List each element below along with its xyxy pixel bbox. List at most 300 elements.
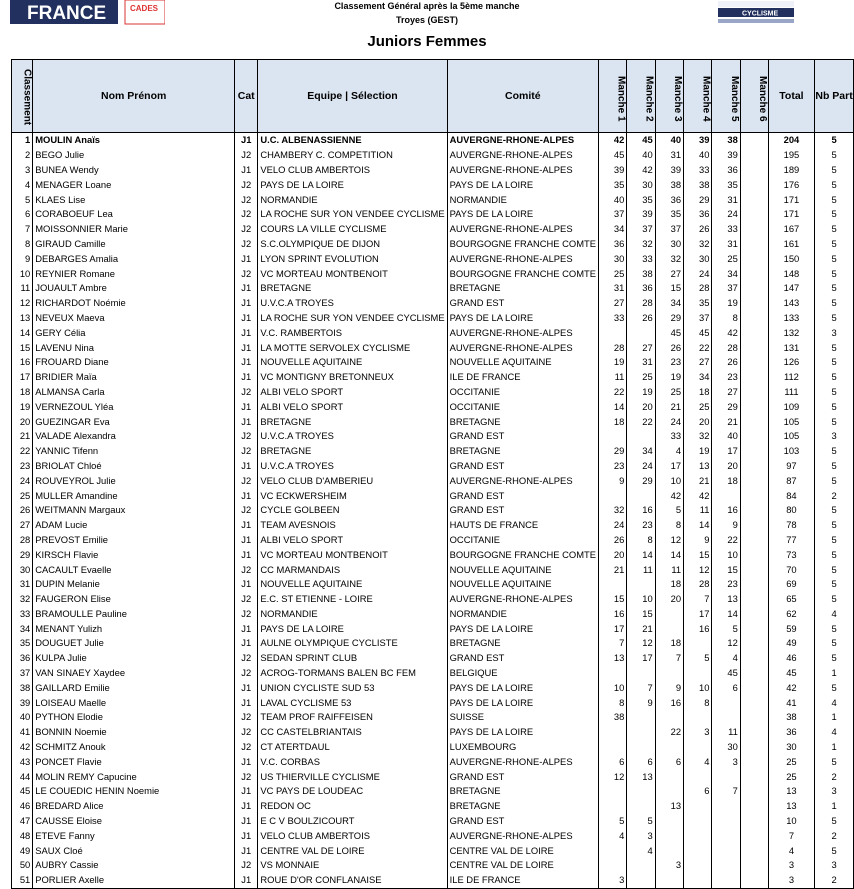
cat-cell: J1	[235, 754, 258, 769]
name-cell: PONCET Flavie	[33, 754, 235, 769]
cat-cell: J1	[235, 799, 258, 814]
comite-cell: BRETAGNE	[447, 799, 598, 814]
manche-1-cell: 20	[599, 547, 627, 562]
table-row	[12, 237, 854, 252]
manche-1-cell	[599, 488, 627, 503]
team-cell: ACROG-TORMANS BALEN BC FEM	[258, 666, 447, 681]
cat-cell: J1	[235, 680, 258, 695]
comite-cell: AUVERGNE-RHONE-ALPES	[447, 148, 598, 163]
rank-cell: 48	[12, 828, 33, 843]
manche-3-cell: 30	[655, 237, 683, 252]
team-cell: VELO CLUB AMBERTOIS	[258, 828, 447, 843]
cat-cell: J1	[235, 547, 258, 562]
rank-cell: 40	[12, 710, 33, 725]
manche-5-cell: 35	[712, 177, 740, 192]
table-row	[12, 473, 854, 488]
manche-2-cell: 39	[627, 207, 655, 222]
nb-part-cell: 1	[815, 740, 854, 755]
rank-cell: 36	[12, 651, 33, 666]
manche-6-cell	[740, 192, 768, 207]
manche-1-cell: 12	[599, 769, 627, 784]
team-cell: E.C. ST ETIENNE - LOIRE	[258, 592, 447, 607]
manche-3-cell: 33	[655, 429, 683, 444]
nb-part-cell: 5	[815, 592, 854, 607]
manche-1-cell: 19	[599, 355, 627, 370]
cat-cell: J2	[235, 651, 258, 666]
manche-3-cell: 36	[655, 192, 683, 207]
manche-6-cell	[740, 444, 768, 459]
rank-cell: 7	[12, 222, 33, 237]
manche-5-cell: 26	[712, 355, 740, 370]
manche-2-cell: 15	[627, 607, 655, 622]
manche-4-cell	[684, 843, 712, 858]
manche-4-cell: 15	[684, 547, 712, 562]
manche-2-cell: 30	[627, 177, 655, 192]
manche-1-cell: 42	[599, 133, 627, 148]
nb-part-cell: 5	[815, 518, 854, 533]
manche-5-cell: 8	[712, 311, 740, 326]
name-cell: BRIOLAT Chloé	[33, 459, 235, 474]
manche-5-cell: 18	[712, 473, 740, 488]
name-cell: YANNIC Tifenn	[33, 444, 235, 459]
table-row	[12, 503, 854, 518]
location-subheading: Troyes (GEST)	[395, 15, 458, 25]
comite-cell: BRETAGNE	[447, 281, 598, 296]
comite-cell: ILE DE FRANCE	[447, 370, 598, 385]
manche-3-cell: 23	[655, 355, 683, 370]
manche-2-cell: 37	[627, 222, 655, 237]
manche-3-cell: 9	[655, 680, 683, 695]
manche-2-cell: 25	[627, 370, 655, 385]
table-row	[12, 695, 854, 710]
manche-2-cell	[627, 710, 655, 725]
team-cell: U.V.C.A TROYES	[258, 296, 447, 311]
cat-cell: J1	[235, 399, 258, 414]
rank-cell: 29	[12, 547, 33, 562]
manche-2-cell: 21	[627, 621, 655, 636]
name-cell: AUBRY Cassie	[33, 858, 235, 873]
manche-3-cell: 19	[655, 370, 683, 385]
comite-cell: LUXEMBOURG	[447, 740, 598, 755]
manche-1-cell: 45	[599, 148, 627, 163]
table-row	[12, 311, 854, 326]
manche-6-cell	[740, 281, 768, 296]
team-cell: NORMANDIE	[258, 192, 447, 207]
nb-part-cell: 2	[815, 769, 854, 784]
col-header-nb-part: Nb Part	[815, 60, 854, 133]
name-cell: MOLIN REMY Capucine	[33, 769, 235, 784]
table-row	[12, 769, 854, 784]
rank-cell: 47	[12, 814, 33, 829]
manche-5-cell: 11	[712, 725, 740, 740]
name-cell: MULLER Amandine	[33, 488, 235, 503]
cat-cell: J1	[235, 533, 258, 548]
comite-cell: PAYS DE LA LOIRE	[447, 725, 598, 740]
total-cell: 133	[768, 311, 814, 326]
manche-1-cell: 31	[599, 281, 627, 296]
nb-part-cell: 5	[815, 843, 854, 858]
comite-cell: BOURGOGNE FRANCHE COMTE	[447, 547, 598, 562]
comite-cell: NOUVELLE AQUITAINE	[447, 562, 598, 577]
name-cell: CORABOEUF Lea	[33, 207, 235, 222]
cat-cell: J1	[235, 251, 258, 266]
manche-5-cell: 3	[712, 754, 740, 769]
manche-4-cell: 37	[684, 311, 712, 326]
manche-4-cell	[684, 666, 712, 681]
total-cell: 189	[768, 163, 814, 178]
manche-2-cell: 29	[627, 473, 655, 488]
rank-cell: 23	[12, 459, 33, 474]
rank-cell: 1	[12, 133, 33, 148]
nb-part-cell: 5	[815, 577, 854, 592]
name-cell: REYNIER Romane	[33, 266, 235, 281]
manche-4-cell	[684, 710, 712, 725]
manche-3-cell: 4	[655, 444, 683, 459]
nb-part-cell: 5	[815, 621, 854, 636]
manche-2-cell: 45	[627, 133, 655, 148]
table-row	[12, 725, 854, 740]
manche-5-cell	[712, 828, 740, 843]
manche-3-cell	[655, 740, 683, 755]
table-row	[12, 577, 854, 592]
manche-5-cell: 13	[712, 592, 740, 607]
manche-5-cell: 24	[712, 207, 740, 222]
name-cell: CACAULT Evaelle	[33, 562, 235, 577]
manche-5-cell	[712, 769, 740, 784]
manche-6-cell	[740, 296, 768, 311]
comite-cell: ILE DE FRANCE	[447, 873, 598, 888]
table-row	[12, 710, 854, 725]
comite-cell: AUVERGNE-RHONE-ALPES	[447, 828, 598, 843]
name-cell: MENANT Yulizh	[33, 621, 235, 636]
manche-2-cell: 23	[627, 518, 655, 533]
manche-4-cell	[684, 858, 712, 873]
cat-cell: J1	[235, 518, 258, 533]
manche-2-cell	[627, 784, 655, 799]
nb-part-cell: 4	[815, 607, 854, 622]
manche-1-cell: 33	[599, 311, 627, 326]
manche-5-cell: 31	[712, 192, 740, 207]
name-cell: ETEVE Fanny	[33, 828, 235, 843]
table-row	[12, 533, 854, 548]
comite-cell: OCCITANIE	[447, 399, 598, 414]
table-row	[12, 177, 854, 192]
nb-part-cell: 3	[815, 325, 854, 340]
table-row	[12, 355, 854, 370]
table-row	[12, 518, 854, 533]
manche-3-cell: 11	[655, 562, 683, 577]
table-row	[12, 370, 854, 385]
team-cell: TEAM AVESNOIS	[258, 518, 447, 533]
comite-cell: BRETAGNE	[447, 414, 598, 429]
nb-part-cell: 5	[815, 385, 854, 400]
manche-6-cell	[740, 370, 768, 385]
manche-1-cell: 14	[599, 399, 627, 414]
manche-5-cell: 28	[712, 340, 740, 355]
manche-5-cell	[712, 814, 740, 829]
comite-cell: PAYS DE LA LOIRE	[447, 207, 598, 222]
team-cell: BRETAGNE	[258, 281, 447, 296]
table-row	[12, 399, 854, 414]
comite-cell: AUVERGNE-RHONE-ALPES	[447, 251, 598, 266]
total-cell: 176	[768, 177, 814, 192]
manche-6-cell	[740, 577, 768, 592]
manche-5-cell: 4	[712, 651, 740, 666]
total-cell: 109	[768, 399, 814, 414]
cat-cell: J1	[235, 843, 258, 858]
name-cell: VERNEZOUL Yléa	[33, 399, 235, 414]
team-cell: PAYS DE LA LOIRE	[258, 177, 447, 192]
manche-5-cell: 34	[712, 266, 740, 281]
manche-6-cell	[740, 769, 768, 784]
table-row	[12, 192, 854, 207]
manche-4-cell	[684, 873, 712, 888]
nb-part-cell: 5	[815, 444, 854, 459]
manche-1-cell: 38	[599, 710, 627, 725]
manche-1-cell: 21	[599, 562, 627, 577]
team-cell: AULNE OLYMPIQUE CYCLISTE	[258, 636, 447, 651]
table-row	[12, 488, 854, 503]
manche-3-cell: 45	[655, 325, 683, 340]
comite-cell: AUVERGNE-RHONE-ALPES	[447, 222, 598, 237]
manche-3-cell: 32	[655, 251, 683, 266]
manche-2-cell: 22	[627, 414, 655, 429]
manche-5-cell: 29	[712, 399, 740, 414]
comite-cell: AUVERGNE-RHONE-ALPES	[447, 592, 598, 607]
total-cell: 87	[768, 473, 814, 488]
total-cell: 132	[768, 325, 814, 340]
team-cell: VELO CLUB AMBERTOIS	[258, 163, 447, 178]
manche-6-cell	[740, 533, 768, 548]
comite-cell: BOURGOGNE FRANCHE COMTE	[447, 266, 598, 281]
total-cell: 69	[768, 577, 814, 592]
team-cell: CENTRE VAL DE LOIRE	[258, 843, 447, 858]
comite-cell: OCCITANIE	[447, 533, 598, 548]
total-cell: 65	[768, 592, 814, 607]
table-row	[12, 828, 854, 843]
total-cell: 126	[768, 355, 814, 370]
cat-cell: J1	[235, 296, 258, 311]
manche-4-cell: 32	[684, 237, 712, 252]
manche-5-cell	[712, 873, 740, 888]
comite-cell: BRETAGNE	[447, 444, 598, 459]
manche-3-cell	[655, 814, 683, 829]
rank-cell: 26	[12, 503, 33, 518]
manche-4-cell: 17	[684, 607, 712, 622]
comite-cell: NOUVELLE AQUITAINE	[447, 577, 598, 592]
table-row	[12, 873, 854, 888]
manche-2-cell: 11	[627, 562, 655, 577]
rank-cell: 42	[12, 740, 33, 755]
team-cell: REDON OC	[258, 799, 447, 814]
total-cell: 78	[768, 518, 814, 533]
manche-4-cell	[684, 814, 712, 829]
manche-4-cell: 38	[684, 177, 712, 192]
manche-5-cell: 12	[712, 636, 740, 651]
cat-cell: J1	[235, 621, 258, 636]
manche-4-cell: 22	[684, 340, 712, 355]
manche-4-cell	[684, 636, 712, 651]
manche-3-cell: 22	[655, 725, 683, 740]
manche-3-cell: 34	[655, 296, 683, 311]
total-cell: 84	[768, 488, 814, 503]
rank-cell: 41	[12, 725, 33, 740]
team-cell: PAYS DE LA LOIRE	[258, 621, 447, 636]
manche-6-cell	[740, 725, 768, 740]
team-cell: LYON SPRINT EVOLUTION	[258, 251, 447, 266]
manche-5-cell: 21	[712, 414, 740, 429]
rank-cell: 5	[12, 192, 33, 207]
col-header-cat: Cat	[235, 60, 258, 133]
rank-cell: 51	[12, 873, 33, 888]
team-cell: COURS LA VILLE CYCLISME	[258, 222, 447, 237]
total-cell: 3	[768, 858, 814, 873]
manche-1-cell	[599, 429, 627, 444]
manche-1-cell: 16	[599, 607, 627, 622]
manche-1-cell	[599, 799, 627, 814]
manche-4-cell: 32	[684, 429, 712, 444]
total-cell: 105	[768, 414, 814, 429]
manche-3-cell: 18	[655, 577, 683, 592]
manche-5-cell: 10	[712, 547, 740, 562]
manche-4-cell: 27	[684, 355, 712, 370]
cat-cell: J2	[235, 592, 258, 607]
nb-part-cell: 5	[815, 414, 854, 429]
name-cell: PYTHON Elodie	[33, 710, 235, 725]
table-row	[12, 843, 854, 858]
total-cell: 59	[768, 621, 814, 636]
cat-cell: J2	[235, 607, 258, 622]
manche-5-cell: 9	[712, 518, 740, 533]
col-header-comite: Comité	[447, 60, 598, 133]
rank-cell: 45	[12, 784, 33, 799]
nb-part-cell: 5	[815, 163, 854, 178]
team-cell: ALBI VELO SPORT	[258, 385, 447, 400]
comite-cell: BELGIQUE	[447, 666, 598, 681]
manche-6-cell	[740, 607, 768, 622]
rank-cell: 32	[12, 592, 33, 607]
comite-cell: NORMANDIE	[447, 607, 598, 622]
cat-cell: J1	[235, 814, 258, 829]
manche-6-cell	[740, 473, 768, 488]
rank-cell: 30	[12, 562, 33, 577]
manche-5-cell: 42	[712, 325, 740, 340]
manche-1-cell: 25	[599, 266, 627, 281]
manche-1-cell: 11	[599, 370, 627, 385]
comite-cell: PAYS DE LA LOIRE	[447, 680, 598, 695]
manche-1-cell: 17	[599, 621, 627, 636]
comite-cell: BRETAGNE	[447, 636, 598, 651]
nb-part-cell: 5	[815, 281, 854, 296]
manche-2-cell: 31	[627, 355, 655, 370]
manche-6-cell	[740, 207, 768, 222]
cat-cell: J2	[235, 444, 258, 459]
category-title: Juniors Femmes	[367, 33, 487, 50]
total-cell: 103	[768, 444, 814, 459]
comite-cell: HAUTS DE FRANCE	[447, 518, 598, 533]
cat-cell: J1	[235, 325, 258, 340]
table-row	[12, 799, 854, 814]
team-cell: LAVAL CYCLISME 53	[258, 695, 447, 710]
nb-part-cell: 5	[815, 296, 854, 311]
name-cell: BUNEA Wendy	[33, 163, 235, 178]
manche-4-cell	[684, 828, 712, 843]
cat-cell: J2	[235, 192, 258, 207]
manche-4-cell: 20	[684, 414, 712, 429]
table-row	[12, 814, 854, 829]
nb-part-cell: 5	[815, 340, 854, 355]
results-table	[11, 59, 854, 889]
name-cell: GERY Célia	[33, 325, 235, 340]
manche-3-cell	[655, 873, 683, 888]
total-cell: 131	[768, 340, 814, 355]
name-cell: RICHARDOT Noémie	[33, 296, 235, 311]
manche-4-cell: 24	[684, 266, 712, 281]
manche-1-cell: 15	[599, 592, 627, 607]
classement-heading: Classement Général après la 5ème manche	[334, 1, 520, 11]
manche-4-cell: 28	[684, 577, 712, 592]
total-cell: 13	[768, 784, 814, 799]
cat-cell: J1	[235, 695, 258, 710]
manche-5-cell: 38	[712, 133, 740, 148]
cat-cell: J2	[235, 148, 258, 163]
name-cell: VAN SINAEY Xaydee	[33, 666, 235, 681]
manche-2-cell	[627, 577, 655, 592]
manche-1-cell	[599, 740, 627, 755]
manche-2-cell: 5	[627, 814, 655, 829]
rank-cell: 28	[12, 533, 33, 548]
manche-1-cell: 27	[599, 296, 627, 311]
table-row	[12, 133, 854, 148]
total-cell: 3	[768, 873, 814, 888]
rank-cell: 43	[12, 754, 33, 769]
manche-1-cell: 23	[599, 459, 627, 474]
manche-3-cell	[655, 784, 683, 799]
table-row	[12, 636, 854, 651]
manche-2-cell: 27	[627, 340, 655, 355]
table-row	[12, 148, 854, 163]
name-cell: ROUVEYROL Julie	[33, 473, 235, 488]
manche-4-cell	[684, 799, 712, 814]
manche-3-cell: 38	[655, 177, 683, 192]
rank-cell: 38	[12, 680, 33, 695]
comite-cell: AUVERGNE-RHONE-ALPES	[447, 754, 598, 769]
manche-2-cell	[627, 740, 655, 755]
manche-2-cell: 32	[627, 237, 655, 252]
comite-cell: AUVERGNE-RHONE-ALPES	[447, 340, 598, 355]
manche-2-cell	[627, 325, 655, 340]
comite-cell: GRAND EST	[447, 459, 598, 474]
nb-part-cell: 5	[815, 370, 854, 385]
manche-1-cell: 8	[599, 695, 627, 710]
manche-3-cell: 10	[655, 473, 683, 488]
rank-cell: 37	[12, 666, 33, 681]
nb-part-cell: 4	[815, 695, 854, 710]
manche-2-cell: 35	[627, 192, 655, 207]
rank-cell: 24	[12, 473, 33, 488]
manche-4-cell: 8	[684, 695, 712, 710]
manche-3-cell	[655, 621, 683, 636]
team-cell: NOUVELLE AQUITAINE	[258, 577, 447, 592]
manche-5-cell: 27	[712, 385, 740, 400]
manche-6-cell	[740, 266, 768, 281]
manche-2-cell: 38	[627, 266, 655, 281]
name-cell: GAILLARD Emilie	[33, 680, 235, 695]
team-cell: NORMANDIE	[258, 607, 447, 622]
manche-4-cell: 7	[684, 592, 712, 607]
name-cell: BREDARD Alice	[33, 799, 235, 814]
manche-4-cell: 34	[684, 370, 712, 385]
